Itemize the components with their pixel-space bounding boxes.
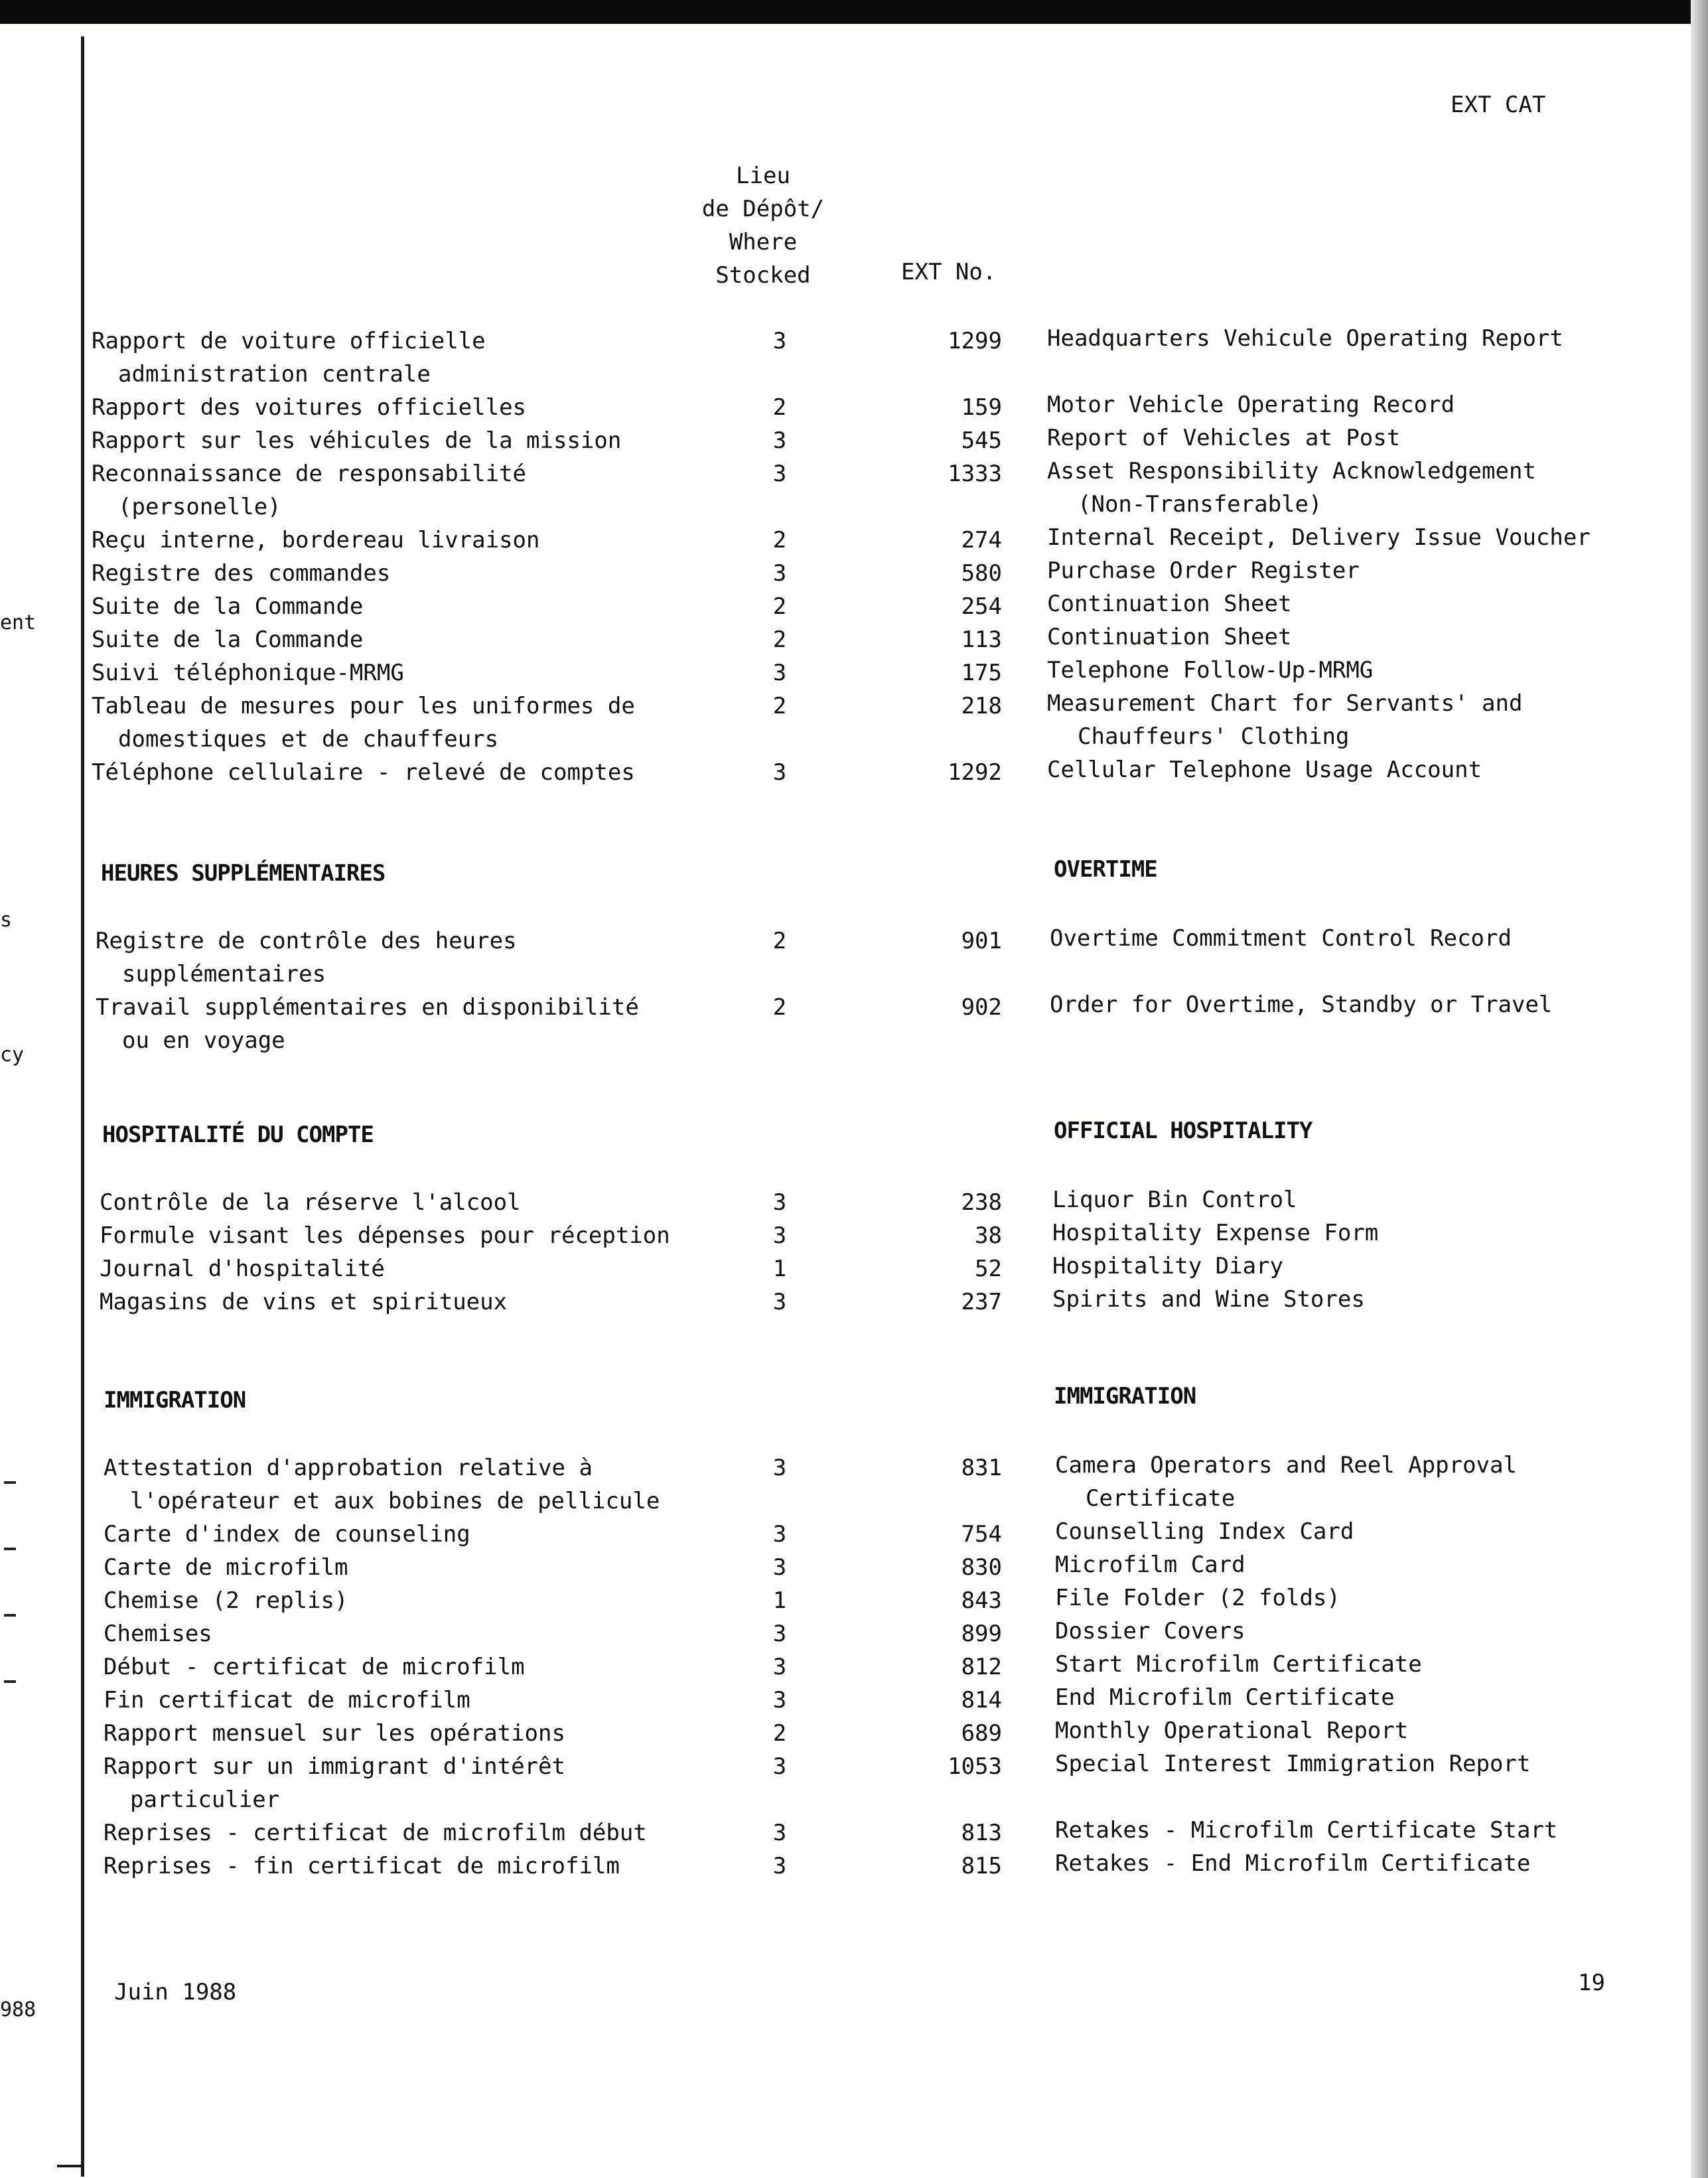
form-title-en: Cellular Telephone Usage Account <box>1047 757 1482 783</box>
stock-location: 3 <box>772 328 787 354</box>
stock-location: 2 <box>772 626 787 653</box>
form-title-en: Motor Vehicle Operating Record <box>1047 392 1455 418</box>
form-title-en: Continuation Sheet <box>1047 624 1292 650</box>
ext-number: 238 <box>961 1189 1002 1216</box>
stock-location: 2 <box>772 527 787 553</box>
form-title-fr: Magasins de vins et spiritueux <box>100 1289 508 1315</box>
form-title-fr: Fin certificat de microfilm <box>104 1687 470 1713</box>
form-title-fr: Début - certificat de microfilm <box>104 1654 525 1680</box>
stock-location: 2 <box>772 394 787 421</box>
form-title-fr: Chemise (2 replis) <box>104 1587 348 1614</box>
ext-number: 902 <box>961 994 1002 1021</box>
stock-location: 3 <box>772 1853 787 1879</box>
form-title-en: Telephone Follow-Up-MRMG <box>1047 657 1374 684</box>
section-heading-en: IMMIGRATION <box>1054 1383 1196 1410</box>
form-title-fr: Suivi téléphonique-MRMG <box>92 660 404 686</box>
ext-number: 812 <box>961 1654 1002 1680</box>
form-title-en: Monthly Operational Report <box>1055 1717 1409 1744</box>
form-title-fr: Reprises - certificat de microfilm début <box>104 1820 647 1846</box>
stock-location: 3 <box>772 1554 787 1581</box>
form-title-en: Headquarters Vehicule Operating Report <box>1047 325 1563 352</box>
form-title-en: Liquor Bin Control <box>1052 1187 1297 1213</box>
form-title-en: Chauffeurs' Clothing <box>1078 723 1350 750</box>
form-title-en: Spirits and Wine Stores <box>1052 1286 1365 1313</box>
ext-number: 237 <box>961 1289 1002 1315</box>
form-title-fr: Registre de contrôle des heures <box>96 928 517 954</box>
form-title-fr: Reprises - fin certificat de microfilm <box>104 1853 620 1879</box>
ext-number: 38 <box>975 1222 1002 1249</box>
ext-number: 831 <box>961 1455 1002 1481</box>
ext-number: 754 <box>961 1521 1002 1548</box>
form-title-fr: domestiques et de chauffeurs <box>118 726 499 753</box>
form-title-en: Overtime Commitment Control Record <box>1050 925 1512 952</box>
form-title-fr: Journal d'hospitalité <box>100 1256 385 1282</box>
form-title-en: Start Microfilm Certificate <box>1055 1651 1422 1678</box>
stock-location: 3 <box>772 461 787 487</box>
form-title-en: Report of Vehicles at Post <box>1047 425 1401 451</box>
form-title-fr: Contrôle de la réserve l'alcool <box>100 1189 521 1216</box>
footer-date: Juin 1988 <box>114 1979 237 2005</box>
stock-location: 2 <box>772 994 787 1021</box>
form-title-fr: Reçu interne, bordereau livraison <box>92 527 540 553</box>
form-title-fr: Rapport de voiture officielle <box>92 328 486 354</box>
stock-location: 3 <box>772 427 787 454</box>
stock-location: 3 <box>772 1222 787 1249</box>
stock-location: 3 <box>772 1654 787 1680</box>
form-title-en: Hospitality Diary <box>1052 1253 1283 1279</box>
document-code: EXT CAT <box>1451 92 1546 118</box>
form-title-fr: supplémentaires <box>122 961 326 987</box>
ext-number-column-header: EXT No. <box>901 259 997 285</box>
ext-number: 1299 <box>948 328 1002 354</box>
form-title-fr: Registre des commandes <box>92 560 391 587</box>
ext-number: 830 <box>961 1554 1002 1581</box>
ext-number: 843 <box>961 1587 1002 1614</box>
form-title-fr: Tableau de mesures pour les uniformes de <box>92 693 635 719</box>
stock-location: 3 <box>772 1521 787 1548</box>
form-title-fr: (personelle) <box>118 494 281 520</box>
form-title-en: Special Interest Immigration Report <box>1055 1751 1531 1777</box>
scan-right-edge <box>1691 0 1708 2178</box>
ext-number: 899 <box>961 1621 1002 1647</box>
form-title-en: Internal Receipt, Delivery Issue Voucher <box>1047 524 1591 551</box>
margin-dash <box>4 1481 16 1484</box>
location-header-line: de Dépôt/ <box>701 196 825 222</box>
form-title-en: Asset Responsibility Acknowledgement <box>1047 458 1536 484</box>
stock-location: 3 <box>772 1687 787 1713</box>
form-title-fr: Suite de la Commande <box>92 593 364 620</box>
section-heading-fr: IMMIGRATION <box>104 1387 246 1414</box>
form-title-fr: Rapport sur un immigrant d'intérêt <box>104 1753 565 1780</box>
form-title-en: Purchase Order Register <box>1047 557 1360 584</box>
ext-number: 113 <box>961 626 1002 653</box>
location-header-line: Lieu <box>736 163 790 189</box>
stock-location: 2 <box>772 1720 787 1747</box>
form-title-en: Dossier Covers <box>1055 1618 1245 1644</box>
location-header-line: Where <box>729 229 798 255</box>
stock-location: 3 <box>772 660 787 686</box>
form-title-en: Certificate <box>1086 1485 1236 1512</box>
form-title-fr: Rapport mensuel sur les opérations <box>104 1720 565 1747</box>
margin-fragment: cy <box>0 1043 25 1066</box>
ext-number: 813 <box>961 1820 1002 1846</box>
margin-dash <box>4 1548 16 1550</box>
form-title-fr: Carte d'index de counseling <box>104 1521 470 1548</box>
ext-number: 159 <box>961 394 1002 421</box>
stock-location: 2 <box>772 928 787 954</box>
ext-number: 1333 <box>948 461 1002 487</box>
section-heading-en: OFFICIAL HOSPITALITY <box>1054 1118 1313 1144</box>
form-title-en: Measurement Chart for Servants' and <box>1047 690 1523 717</box>
page-number: 19 <box>1578 1970 1605 1996</box>
form-title-fr: Formule visant les dépenses pour réception <box>100 1222 670 1249</box>
ext-number: 254 <box>961 593 1002 620</box>
stock-location: 1 <box>772 1256 787 1282</box>
ext-number: 52 <box>975 1256 1002 1282</box>
form-title-fr: Suite de la Commande <box>92 626 364 653</box>
binding-line <box>81 36 84 2177</box>
form-title-en: Retakes - Microfilm Certificate Start <box>1055 1817 1558 1844</box>
form-title-fr: ou en voyage <box>122 1027 285 1054</box>
ext-number: 901 <box>961 928 1002 954</box>
ext-number: 545 <box>961 427 1002 454</box>
form-title-en: Hospitality Expense Form <box>1052 1220 1379 1246</box>
form-title-en: Counselling Index Card <box>1055 1518 1354 1545</box>
form-title-en: File Folder (2 folds) <box>1055 1585 1340 1611</box>
ext-number: 175 <box>961 660 1002 686</box>
stock-location: 3 <box>772 1289 787 1315</box>
stock-location: 3 <box>772 759 787 786</box>
form-title-fr: l'opérateur et aux bobines de pellicule <box>130 1488 660 1514</box>
ext-number: 1053 <box>948 1753 1002 1780</box>
form-title-fr: Travail supplémentaires en disponibilité <box>96 994 639 1021</box>
section-heading-fr: HOSPITALITÉ DU COMPTE <box>102 1122 374 1148</box>
stock-location: 3 <box>772 560 787 587</box>
margin-dash <box>4 1614 16 1617</box>
stock-location: 1 <box>772 1587 787 1614</box>
ext-number: 815 <box>961 1853 1002 1879</box>
form-title-en: Continuation Sheet <box>1047 591 1292 617</box>
ext-number: 1292 <box>948 759 1002 786</box>
form-title-fr: Reconnaissance de responsabilité <box>92 461 527 487</box>
stock-location: 3 <box>772 1189 787 1216</box>
stock-location: 2 <box>772 593 787 620</box>
form-title-fr: Rapport sur les véhicules de la mission <box>92 427 622 454</box>
binding-foot <box>57 2165 84 2167</box>
form-title-fr: Rapport des voitures officielles <box>92 394 527 421</box>
ext-number: 218 <box>961 693 1002 719</box>
form-title-en: Microfilm Card <box>1055 1552 1245 1578</box>
ext-number: 814 <box>961 1687 1002 1713</box>
ext-number: 689 <box>961 1720 1002 1747</box>
form-title-fr: Attestation d'approbation relative à <box>104 1455 593 1481</box>
form-title-en: Order for Overtime, Standby or Travel <box>1050 991 1553 1018</box>
form-title-fr: Carte de microfilm <box>104 1554 348 1581</box>
form-title-fr: Téléphone cellulaire - relevé de comptes <box>92 759 635 786</box>
form-title-fr: administration centrale <box>118 361 431 388</box>
form-title-en: (Non-Transferable) <box>1078 491 1322 518</box>
location-column-header <box>683 159 843 292</box>
margin-dash <box>4 1680 16 1683</box>
form-title-en: Camera Operators and Reel Approval <box>1055 1452 1517 1479</box>
form-title-en: Retakes - End Microfilm Certificate <box>1055 1850 1531 1877</box>
stock-location: 2 <box>772 693 787 719</box>
form-title-fr: particulier <box>130 1786 280 1813</box>
ext-number: 580 <box>961 560 1002 587</box>
scan-top-border <box>0 0 1708 24</box>
margin-fragment: s <box>0 908 13 932</box>
form-title-fr: Chemises <box>104 1621 212 1647</box>
margin-fragment: ent <box>0 611 36 634</box>
section-heading-en: OVERTIME <box>1054 856 1157 883</box>
ext-number: 274 <box>961 527 1002 553</box>
stock-location: 3 <box>772 1455 787 1481</box>
section-heading-fr: HEURES SUPPLÉMENTAIRES <box>101 860 386 887</box>
stock-location: 3 <box>772 1621 787 1647</box>
margin-fragment: 988 <box>0 1998 36 2021</box>
form-title-en: End Microfilm Certificate <box>1055 1684 1395 1711</box>
stock-location: 3 <box>772 1753 787 1780</box>
location-header-line: Stocked <box>715 262 811 289</box>
stock-location: 3 <box>772 1820 787 1846</box>
